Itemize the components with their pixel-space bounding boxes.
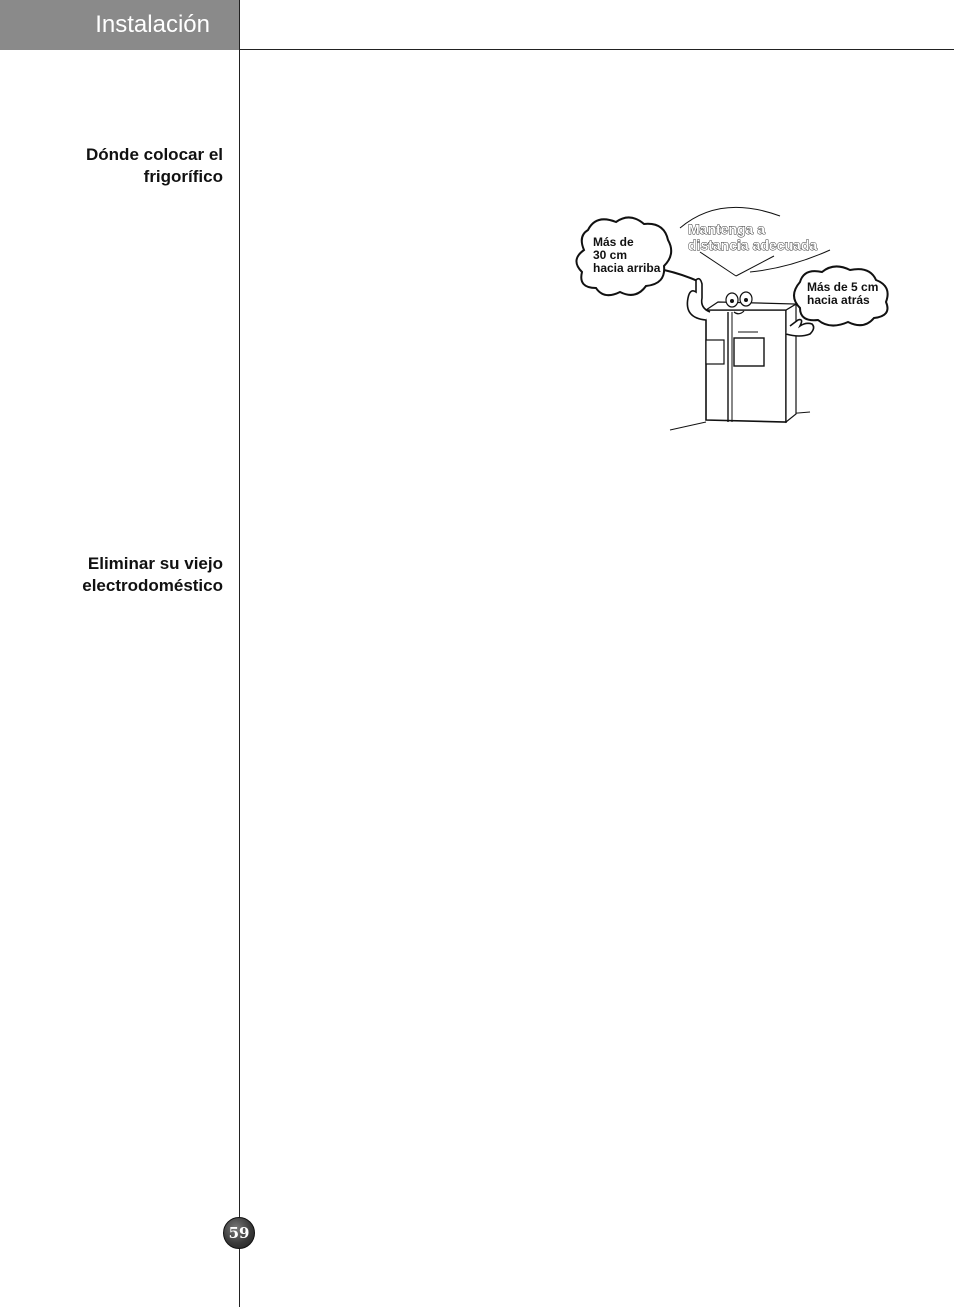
margin-divider [239,0,240,1307]
section-heading-line: electrodoméstico [82,576,223,595]
header-rule [239,49,954,50]
clearance-headline: Mantenga a [688,221,766,237]
fridge-pupil [744,298,748,302]
fridge-arm-left [687,279,710,320]
left-bubble-line: 30 cm [593,248,628,262]
page-number-badge: 59 [223,1217,255,1249]
left-bubble-line: hacia arriba [593,261,661,275]
fridge-window [734,338,764,366]
section-heading-line: Eliminar su viejo [87,554,223,573]
page-title: Instalación [95,11,210,38]
clearance-headline: distancia adecuada [688,237,818,253]
section-heading-line: Dónde colocar el [86,145,223,164]
section-heading-line: frigorífico [143,167,223,186]
refrigerator-clearance-illustration [560,200,900,440]
right-bubble-line: Más de 5 cm [807,280,879,294]
left-bubble-line: Más de [593,235,634,249]
refrigerator-drawing [560,200,900,440]
pointer-line [700,252,736,276]
section-heading-placement [3,144,223,188]
header-tab [0,0,239,50]
bubble-tail [664,270,700,282]
fridge-pupil [730,299,734,303]
pointer-line [736,256,774,276]
arc-line [750,250,830,272]
water-dispenser [706,340,724,364]
section-heading-disposal [3,553,223,597]
floor-line [670,422,706,430]
right-bubble-line: hacia atrás [807,293,870,307]
